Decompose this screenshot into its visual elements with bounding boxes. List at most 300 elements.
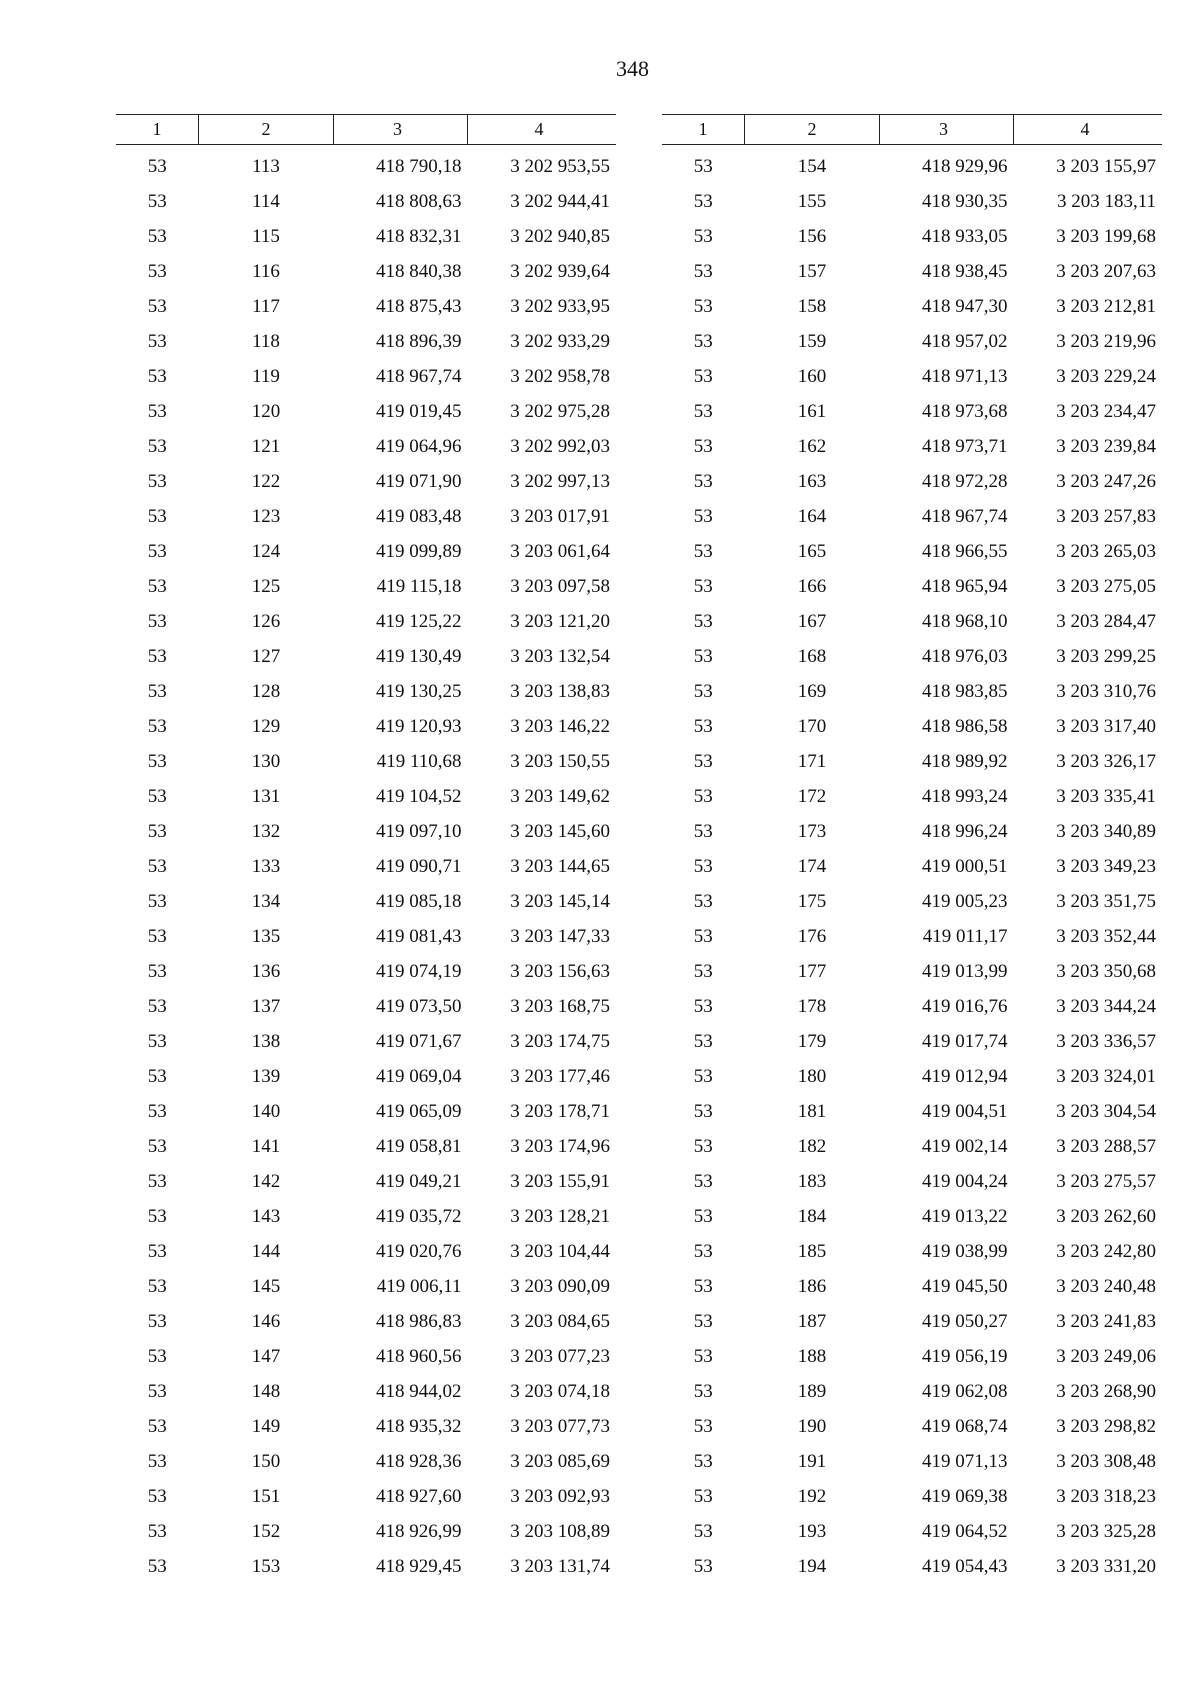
cell-coordinate-y: 3 203 288,57 <box>1056 1135 1156 1157</box>
cell-point-number: 147 <box>251 1345 281 1367</box>
cell-zone: 53 <box>147 1555 167 1577</box>
cell-point-number: 119 <box>252 365 280 387</box>
cell-coordinate-y: 3 203 155,91 <box>510 1170 610 1192</box>
cell-coordinate-y: 3 203 240,48 <box>1056 1275 1156 1297</box>
cell-coordinate-y: 3 203 145,60 <box>510 820 610 842</box>
cell-point-number: 151 <box>251 1485 281 1507</box>
cell-coordinate-x: 419 035,72 <box>376 1205 462 1227</box>
cell-coordinate-x: 419 004,24 <box>922 1170 1008 1192</box>
cell-coordinate-y: 3 203 326,17 <box>1056 750 1156 772</box>
cell-coordinate-y: 3 203 178,71 <box>510 1100 610 1122</box>
cell-coordinate-y: 3 203 145,14 <box>510 890 610 912</box>
cell-coordinate-y: 3 202 940,85 <box>510 225 610 247</box>
table-body <box>662 145 1162 1585</box>
table-row <box>116 219 616 254</box>
column-header-4: 4 <box>468 115 617 145</box>
cell-point-number: 135 <box>251 925 281 947</box>
cell-coordinate-y: 3 203 219,96 <box>1056 330 1156 352</box>
column-header-2: 2 <box>745 115 880 145</box>
cell-point-number: 163 <box>797 470 827 492</box>
cell-point-number: 177 <box>797 960 827 982</box>
cell-zone: 53 <box>693 1450 713 1472</box>
table-row <box>662 1374 1162 1409</box>
cell-zone: 53 <box>147 995 167 1017</box>
cell-coordinate-x: 419 038,99 <box>922 1240 1008 1262</box>
cell-coordinate-y: 3 203 249,06 <box>1056 1345 1156 1367</box>
cell-coordinate-y: 3 202 933,95 <box>510 295 610 317</box>
cell-coordinate-y: 3 203 262,60 <box>1056 1205 1156 1227</box>
cell-coordinate-x: 418 926,99 <box>376 1520 462 1542</box>
cell-coordinate-x: 418 944,02 <box>376 1380 462 1402</box>
cell-coordinate-x: 419 120,93 <box>376 715 462 737</box>
cell-zone: 53 <box>693 1170 713 1192</box>
cell-coordinate-y: 3 202 933,29 <box>510 330 610 352</box>
cell-zone: 53 <box>693 1240 713 1262</box>
cell-zone: 53 <box>693 225 713 247</box>
table-row <box>662 744 1162 779</box>
cell-coordinate-x: 418 935,32 <box>376 1415 462 1437</box>
cell-point-number: 142 <box>251 1170 281 1192</box>
cell-point-number: 118 <box>252 330 280 352</box>
cell-coordinate-x: 419 019,45 <box>376 400 462 422</box>
cell-coordinate-x: 419 071,90 <box>376 470 462 492</box>
cell-coordinate-x: 419 090,71 <box>376 855 462 877</box>
cell-coordinate-y: 3 203 085,69 <box>510 1450 610 1472</box>
cell-zone: 53 <box>693 1310 713 1332</box>
cell-zone: 53 <box>693 155 713 177</box>
cell-zone: 53 <box>693 1520 713 1542</box>
cell-coordinate-x: 419 054,43 <box>922 1555 1008 1577</box>
cell-point-number: 193 <box>797 1520 827 1542</box>
cell-coordinate-y: 3 203 132,54 <box>510 645 610 667</box>
cell-point-number: 127 <box>251 645 281 667</box>
cell-point-number: 187 <box>797 1310 827 1332</box>
cell-point-number: 146 <box>251 1310 281 1332</box>
table-row <box>116 254 616 289</box>
table-row <box>116 1024 616 1059</box>
table-row <box>662 814 1162 849</box>
table-row <box>116 1094 616 1129</box>
table-row <box>662 359 1162 394</box>
cell-zone: 53 <box>147 1345 167 1367</box>
cell-zone: 53 <box>147 1030 167 1052</box>
column-header-3: 3 <box>880 115 1014 145</box>
cell-point-number: 139 <box>251 1065 281 1087</box>
table-row <box>662 639 1162 674</box>
table-row <box>662 1514 1162 1549</box>
cell-point-number: 141 <box>251 1135 281 1157</box>
cell-coordinate-y: 3 203 146,22 <box>510 715 610 737</box>
cell-point-number: 138 <box>251 1030 281 1052</box>
cell-coordinate-y: 3 203 284,47 <box>1056 610 1156 632</box>
cell-zone: 53 <box>147 295 167 317</box>
cell-coordinate-y: 3 203 144,65 <box>510 855 610 877</box>
cell-coordinate-y: 3 203 317,40 <box>1056 715 1156 737</box>
cell-zone: 53 <box>147 1170 167 1192</box>
table-row <box>116 884 616 919</box>
table-row <box>662 1164 1162 1199</box>
table-row <box>116 1549 616 1584</box>
cell-point-number: 140 <box>251 1100 281 1122</box>
table-row <box>116 1374 616 1409</box>
table-row <box>116 1234 616 1269</box>
cell-coordinate-x: 419 056,19 <box>922 1345 1008 1367</box>
cell-coordinate-x: 418 971,13 <box>922 365 1008 387</box>
cell-coordinate-x: 418 968,10 <box>922 610 1008 632</box>
table-row <box>662 604 1162 639</box>
column-header-4: 4 <box>1014 115 1163 145</box>
table-row <box>116 429 616 464</box>
cell-zone: 53 <box>693 1135 713 1157</box>
cell-coordinate-y: 3 203 351,75 <box>1056 890 1156 912</box>
cell-coordinate-x: 418 808,63 <box>376 190 462 212</box>
cell-zone: 53 <box>693 1345 713 1367</box>
cell-zone: 53 <box>147 680 167 702</box>
coordinates-table-left <box>116 114 616 1584</box>
cell-coordinate-x: 419 004,51 <box>922 1100 1008 1122</box>
cell-zone: 53 <box>147 540 167 562</box>
cell-zone: 53 <box>693 680 713 702</box>
table-row <box>662 884 1162 919</box>
table-row <box>662 534 1162 569</box>
table-row <box>116 1199 616 1234</box>
table-row <box>662 1129 1162 1164</box>
cell-coordinate-x: 418 966,55 <box>922 540 1008 562</box>
header-row <box>116 115 616 145</box>
cell-zone: 53 <box>693 750 713 772</box>
table-row <box>116 849 616 884</box>
cell-coordinate-y: 3 203 131,74 <box>510 1555 610 1577</box>
cell-coordinate-x: 419 085,18 <box>376 890 462 912</box>
cell-coordinate-y: 3 203 092,93 <box>510 1485 610 1507</box>
cell-coordinate-x: 419 006,11 <box>376 1275 462 1297</box>
cell-coordinate-x: 418 967,74 <box>376 365 462 387</box>
cell-zone: 53 <box>147 715 167 737</box>
cell-point-number: 150 <box>251 1450 281 1472</box>
cell-coordinate-x: 418 972,28 <box>922 470 1008 492</box>
cell-coordinate-y: 3 203 298,82 <box>1056 1415 1156 1437</box>
cell-coordinate-y: 3 202 997,13 <box>510 470 610 492</box>
cell-coordinate-y: 3 203 308,48 <box>1056 1450 1156 1472</box>
cell-zone: 53 <box>147 1520 167 1542</box>
table-row <box>662 1549 1162 1584</box>
cell-coordinate-y: 3 203 275,05 <box>1056 575 1156 597</box>
cell-coordinate-y: 3 203 242,80 <box>1056 1240 1156 1262</box>
cell-zone: 53 <box>147 505 167 527</box>
column-header-1: 1 <box>116 115 199 145</box>
cell-coordinate-x: 419 049,21 <box>376 1170 462 1192</box>
cell-coordinate-x: 419 005,23 <box>922 890 1008 912</box>
cell-point-number: 132 <box>251 820 281 842</box>
cell-zone: 53 <box>693 260 713 282</box>
cell-coordinate-y: 3 203 344,24 <box>1056 995 1156 1017</box>
cell-point-number: 169 <box>797 680 827 702</box>
cell-point-number: 124 <box>251 540 281 562</box>
cell-zone: 53 <box>693 400 713 422</box>
table-row <box>662 1339 1162 1374</box>
cell-zone: 53 <box>147 225 167 247</box>
table-row <box>662 289 1162 324</box>
cell-point-number: 129 <box>251 715 281 737</box>
cell-coordinate-y: 3 203 121,20 <box>510 610 610 632</box>
table-row <box>116 1269 616 1304</box>
table-row <box>116 1514 616 1549</box>
cell-coordinate-x: 419 099,89 <box>376 540 462 562</box>
cell-zone: 53 <box>147 1100 167 1122</box>
cell-coordinate-x: 418 989,92 <box>922 750 1008 772</box>
cell-coordinate-x: 418 929,45 <box>376 1555 462 1577</box>
cell-coordinate-y: 3 203 138,83 <box>510 680 610 702</box>
cell-point-number: 180 <box>797 1065 827 1087</box>
table-row <box>116 359 616 394</box>
cell-coordinate-x: 419 081,43 <box>376 925 462 947</box>
cell-zone: 53 <box>693 610 713 632</box>
cell-coordinate-x: 418 965,94 <box>922 575 1008 597</box>
cell-coordinate-x: 418 973,68 <box>922 400 1008 422</box>
cell-coordinate-x: 419 000,51 <box>922 855 1008 877</box>
cell-zone: 53 <box>693 1275 713 1297</box>
cell-coordinate-y: 3 203 147,33 <box>510 925 610 947</box>
cell-point-number: 167 <box>797 610 827 632</box>
table-row <box>116 954 616 989</box>
column-header-2: 2 <box>199 115 334 145</box>
cell-coordinate-x: 418 993,24 <box>922 785 1008 807</box>
cell-coordinate-x: 418 957,02 <box>922 330 1008 352</box>
cell-point-number: 134 <box>251 890 281 912</box>
cell-zone: 53 <box>147 1380 167 1402</box>
cell-point-number: 149 <box>251 1415 281 1437</box>
cell-point-number: 162 <box>797 435 827 457</box>
table-row <box>116 919 616 954</box>
cell-point-number: 170 <box>797 715 827 737</box>
cell-point-number: 115 <box>252 225 280 247</box>
cell-coordinate-y: 3 203 349,23 <box>1056 855 1156 877</box>
table-row <box>116 674 616 709</box>
cell-zone: 53 <box>693 190 713 212</box>
table-row <box>116 639 616 674</box>
table-row <box>662 1059 1162 1094</box>
cell-coordinate-y: 3 203 104,44 <box>510 1240 610 1262</box>
table-row <box>662 1269 1162 1304</box>
cell-zone: 53 <box>147 1065 167 1087</box>
table-row <box>662 954 1162 989</box>
table-row <box>662 499 1162 534</box>
table-row <box>662 1199 1162 1234</box>
cell-coordinate-x: 418 976,03 <box>922 645 1008 667</box>
column-header-1: 1 <box>662 115 745 145</box>
cell-coordinate-x: 419 020,76 <box>376 1240 462 1262</box>
table-body <box>116 145 616 1585</box>
cell-point-number: 122 <box>251 470 281 492</box>
table-row <box>662 254 1162 289</box>
cell-coordinate-x: 418 875,43 <box>376 295 462 317</box>
cell-point-number: 168 <box>797 645 827 667</box>
cell-coordinate-x: 419 050,27 <box>922 1310 1008 1332</box>
cell-zone: 53 <box>147 1310 167 1332</box>
table-row <box>662 394 1162 429</box>
table-row <box>662 145 1162 185</box>
cell-coordinate-x: 419 074,19 <box>376 960 462 982</box>
cell-zone: 53 <box>693 575 713 597</box>
cell-coordinate-x: 419 069,38 <box>922 1485 1008 1507</box>
cell-coordinate-x: 419 068,74 <box>922 1415 1008 1437</box>
cell-zone: 53 <box>147 1205 167 1227</box>
table-row <box>116 145 616 185</box>
table-row <box>662 1234 1162 1269</box>
cell-coordinate-x: 419 083,48 <box>376 505 462 527</box>
cell-zone: 53 <box>147 1135 167 1157</box>
cell-point-number: 144 <box>251 1240 281 1262</box>
table-row <box>662 324 1162 359</box>
cell-coordinate-x: 419 064,52 <box>922 1520 1008 1542</box>
cell-coordinate-y: 3 203 077,73 <box>510 1415 610 1437</box>
table-row <box>662 989 1162 1024</box>
table-row <box>116 779 616 814</box>
cell-coordinate-y: 3 202 992,03 <box>510 435 610 457</box>
table-row <box>662 1479 1162 1514</box>
cell-coordinate-y: 3 202 975,28 <box>510 400 610 422</box>
cell-coordinate-y: 3 203 156,63 <box>510 960 610 982</box>
cell-point-number: 125 <box>251 575 281 597</box>
cell-point-number: 159 <box>797 330 827 352</box>
cell-point-number: 161 <box>797 400 827 422</box>
cell-zone: 53 <box>147 610 167 632</box>
cell-coordinate-x: 419 017,74 <box>922 1030 1008 1052</box>
cell-coordinate-x: 419 065,09 <box>376 1100 462 1122</box>
cell-zone: 53 <box>693 715 713 737</box>
cell-coordinate-x: 418 832,31 <box>376 225 462 247</box>
cell-coordinate-x: 419 012,94 <box>922 1065 1008 1087</box>
table-row <box>662 849 1162 884</box>
cell-coordinate-y: 3 203 239,84 <box>1056 435 1156 457</box>
table-row <box>662 1304 1162 1339</box>
table-row <box>662 674 1162 709</box>
cell-point-number: 116 <box>252 260 280 282</box>
cell-point-number: 186 <box>797 1275 827 1297</box>
cell-zone: 53 <box>693 960 713 982</box>
cell-zone: 53 <box>147 1415 167 1437</box>
cell-point-number: 113 <box>252 155 280 177</box>
coordinates-table-right <box>662 114 1162 1584</box>
cell-zone: 53 <box>693 330 713 352</box>
table-row <box>116 394 616 429</box>
cell-coordinate-x: 419 062,08 <box>922 1380 1008 1402</box>
table-row <box>116 534 616 569</box>
cell-point-number: 164 <box>797 505 827 527</box>
page-number: 348 <box>616 56 649 81</box>
cell-zone: 53 <box>147 400 167 422</box>
cell-coordinate-y: 3 203 304,54 <box>1056 1100 1156 1122</box>
cell-zone: 53 <box>147 890 167 912</box>
cell-point-number: 192 <box>797 1485 827 1507</box>
cell-coordinate-y: 3 203 150,55 <box>510 750 610 772</box>
cell-coordinate-x: 418 929,96 <box>922 155 1008 177</box>
table-row <box>116 1409 616 1444</box>
cell-point-number: 181 <box>797 1100 827 1122</box>
cell-point-number: 148 <box>251 1380 281 1402</box>
cell-point-number: 128 <box>251 680 281 702</box>
cell-zone: 53 <box>693 1485 713 1507</box>
cell-zone: 53 <box>147 470 167 492</box>
table-row <box>116 744 616 779</box>
cell-zone: 53 <box>693 1555 713 1577</box>
table-row <box>116 499 616 534</box>
cell-coordinate-x: 419 104,52 <box>376 785 462 807</box>
table-row <box>116 1339 616 1374</box>
cell-coordinate-y: 3 203 199,68 <box>1056 225 1156 247</box>
cell-zone: 53 <box>693 295 713 317</box>
cell-coordinate-x: 419 073,50 <box>376 995 462 1017</box>
cell-coordinate-x: 419 016,76 <box>922 995 1008 1017</box>
cell-coordinate-x: 418 790,18 <box>376 155 462 177</box>
table-row <box>116 1304 616 1339</box>
cell-coordinate-y: 3 203 174,75 <box>510 1030 610 1052</box>
cell-point-number: 190 <box>797 1415 827 1437</box>
cell-zone: 53 <box>147 330 167 352</box>
cell-coordinate-x: 418 960,56 <box>376 1345 462 1367</box>
cell-point-number: 145 <box>251 1275 281 1297</box>
cell-coordinate-y: 3 203 340,89 <box>1056 820 1156 842</box>
cell-zone: 53 <box>147 1275 167 1297</box>
cell-coordinate-x: 419 125,22 <box>376 610 462 632</box>
table-row <box>116 324 616 359</box>
cell-coordinate-y: 3 203 299,25 <box>1056 645 1156 667</box>
cell-coordinate-y: 3 203 310,76 <box>1056 680 1156 702</box>
cell-coordinate-y: 3 203 336,57 <box>1056 1030 1156 1052</box>
cell-coordinate-y: 3 203 017,91 <box>510 505 610 527</box>
table-row <box>662 1094 1162 1129</box>
cell-point-number: 178 <box>797 995 827 1017</box>
cell-coordinate-y: 3 203 247,26 <box>1056 470 1156 492</box>
cell-zone: 53 <box>147 750 167 772</box>
cell-coordinate-x: 418 947,30 <box>922 295 1008 317</box>
cell-point-number: 136 <box>251 960 281 982</box>
cell-zone: 53 <box>693 1030 713 1052</box>
cell-coordinate-x: 418 930,35 <box>922 190 1008 212</box>
cell-zone: 53 <box>693 645 713 667</box>
table-row <box>662 1409 1162 1444</box>
cell-coordinate-x: 419 130,49 <box>376 645 462 667</box>
cell-coordinate-y: 3 202 939,64 <box>510 260 610 282</box>
table-row <box>662 709 1162 744</box>
cell-point-number: 123 <box>251 505 281 527</box>
cell-zone: 53 <box>147 785 167 807</box>
cell-coordinate-x: 418 986,58 <box>922 715 1008 737</box>
cell-zone: 53 <box>693 925 713 947</box>
cell-coordinate-y: 3 203 090,09 <box>510 1275 610 1297</box>
cell-coordinate-x: 419 115,18 <box>376 575 462 597</box>
cell-coordinate-x: 419 110,68 <box>376 750 462 772</box>
cell-point-number: 173 <box>797 820 827 842</box>
cell-coordinate-y: 3 202 944,41 <box>510 190 610 212</box>
cell-coordinate-y: 3 203 350,68 <box>1056 960 1156 982</box>
cell-coordinate-y: 3 203 324,01 <box>1056 1065 1156 1087</box>
cell-point-number: 131 <box>251 785 281 807</box>
table-row <box>116 184 616 219</box>
cell-point-number: 166 <box>797 575 827 597</box>
cell-point-number: 165 <box>797 540 827 562</box>
cell-coordinate-y: 3 203 155,97 <box>1056 155 1156 177</box>
cell-coordinate-y: 3 203 128,21 <box>510 1205 610 1227</box>
table-header <box>662 115 1162 145</box>
cell-zone: 53 <box>693 365 713 387</box>
cell-coordinate-y: 3 203 268,90 <box>1056 1380 1156 1402</box>
cell-point-number: 171 <box>797 750 827 772</box>
cell-coordinate-y: 3 203 275,57 <box>1056 1170 1156 1192</box>
cell-coordinate-x: 419 097,10 <box>376 820 462 842</box>
table-row <box>116 1479 616 1514</box>
cell-coordinate-x: 419 071,67 <box>376 1030 462 1052</box>
